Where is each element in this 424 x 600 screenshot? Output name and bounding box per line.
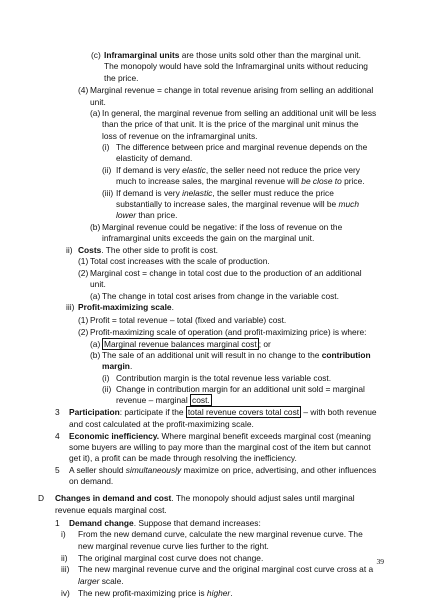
list-marker: (b) (90, 350, 101, 360)
text-span: some buyers are willing to pay more than the marginal cost of the item but cannot (69, 442, 371, 452)
text-span: substantially to increase sales, the marginal revenue will be (116, 199, 339, 209)
line-text (90, 97, 106, 107)
italic-term: be close to (301, 176, 342, 186)
list-marker: iii) (61, 564, 70, 574)
line-text (116, 210, 177, 220)
line-text (78, 588, 233, 598)
text-span: From the new demand curve, calculate the new marginal revenue curve. The (78, 529, 363, 539)
italic-term: larger (78, 576, 100, 586)
bold-term: Economic inefficiency. (69, 431, 160, 441)
text-span: Where marginal benefit exceeds marginal cost (meaning (159, 431, 371, 441)
text-span: Marginal revenue could be negative: if the loss of revenue on the (102, 222, 343, 232)
line-text (69, 518, 261, 528)
text-span: inframarginal units exceeds the gain on the marginal unit. (102, 233, 315, 243)
list-marker: (a) (90, 339, 101, 349)
line-text (69, 453, 297, 463)
text-span: If demand is very (116, 165, 183, 175)
line-text (78, 564, 373, 574)
text-span: : participate if the (119, 407, 186, 417)
line-text (104, 50, 361, 60)
text-span: . (171, 302, 174, 312)
text-span: Marginal cost = change in total cost due to the production of an additional (90, 268, 362, 278)
italic-term: lower (116, 210, 137, 220)
text-span: unit. (90, 279, 106, 289)
text-span: The difference between price and marginal revenue depends on the (116, 142, 368, 152)
text-span: . The monopoly should adjust sales until marginal (171, 493, 355, 503)
line-text (55, 493, 355, 503)
boxed-phrase: total revenue covers total cost (187, 407, 300, 417)
list-marker: D (38, 493, 45, 503)
line-text (116, 165, 360, 175)
boxed-phrase: cost. (192, 395, 210, 405)
text-span: ; or (258, 339, 271, 349)
italic-term: higher (206, 588, 231, 598)
bold-term: margin (102, 361, 130, 371)
page-number: 39 (376, 557, 384, 566)
text-span: than price. (136, 210, 178, 220)
text-span: Total cost increases with the scale of production. (90, 256, 270, 266)
bold-term: Costs (78, 245, 102, 255)
text-span: The original marginal cost curve does not change. (78, 553, 264, 563)
list-marker: iv) (61, 588, 70, 598)
line-text (69, 442, 371, 452)
italic-term: inelastic (182, 188, 213, 198)
text-span: In general, the marginal revenue from selling an additional unit will be less (102, 108, 377, 118)
line-text (104, 61, 368, 71)
line-text (90, 85, 373, 95)
text-span: . (230, 588, 233, 598)
line-text (102, 291, 339, 301)
list-marker: (c) (91, 50, 101, 60)
text-span: unit. (90, 97, 106, 107)
text-span: on demand. (69, 476, 114, 486)
text-span: Change in contribution margin for an additional unit sold = marginal (116, 384, 365, 394)
text-span: The change in total cost arises from change in the variable cost. (102, 291, 339, 301)
line-text (78, 302, 174, 312)
line-text (78, 245, 218, 255)
line-text (102, 119, 359, 129)
text-span: revenue equals marginal cost. (55, 505, 167, 515)
text-span: loss of revenue on the inframarginal units. (102, 131, 258, 141)
text-span: . (129, 361, 133, 371)
line-text (69, 465, 376, 475)
line-text (69, 419, 254, 429)
text-span: The sale of an additional unit will result in no change to the (102, 350, 322, 360)
line-text (102, 350, 371, 360)
text-span: The new profit-maximizing price is (78, 588, 207, 598)
list-marker: (ii) (102, 384, 112, 394)
text-span: and cost calculated at the profit-maximizing scale. (69, 419, 254, 429)
line-text (116, 199, 359, 209)
line-text (116, 153, 192, 163)
line-text (116, 176, 365, 186)
text-span: are those units sold other than the marginal unit. (179, 50, 361, 60)
line-text (90, 315, 286, 325)
list-marker: (a) (90, 108, 101, 118)
line-text (116, 384, 365, 394)
list-marker: 3 (55, 407, 60, 417)
text-span: much to increase sales, the marginal revenue will (116, 176, 302, 186)
list-marker: ii) (61, 553, 68, 563)
line-text (102, 361, 132, 371)
line-text (69, 476, 113, 486)
line-text (102, 108, 376, 118)
list-marker: (1) (78, 256, 89, 266)
line-text (90, 268, 362, 278)
text-span: A seller should (69, 465, 126, 475)
list-marker: 5 (55, 465, 60, 475)
line-text (90, 327, 366, 337)
text-span: . Suppose that demand increases: (133, 518, 261, 528)
line-text (90, 279, 106, 289)
text-span: If demand is very (116, 188, 183, 198)
line-text (78, 541, 269, 551)
list-marker: 1 (55, 518, 60, 528)
list-marker: (iii) (102, 188, 114, 198)
text-span: new marginal revenue curve lies further to the right. (78, 541, 269, 551)
line-text (102, 339, 271, 349)
text-span: . The other side to profit is cost. (101, 245, 218, 255)
list-marker: iii) (66, 302, 75, 312)
line-text (104, 73, 138, 83)
line-text (78, 553, 263, 563)
text-span: elasticity of demand. (116, 153, 193, 163)
bold-term: Profit-maximizing scale (78, 302, 172, 312)
list-marker: ii) (66, 245, 73, 255)
bold-term: Participation (69, 407, 120, 417)
list-marker: 4 (55, 431, 60, 441)
line-text (116, 142, 367, 152)
line-text (55, 505, 167, 515)
bold-term: contribution (321, 350, 371, 360)
italic-term: elastic (182, 165, 206, 175)
text-span: Marginal revenue = change in total revenue arising from selling an additional (90, 85, 374, 95)
italic-term: simultaneously (125, 465, 182, 475)
text-span: price. (341, 176, 365, 186)
text-span: revenue – marginal (116, 395, 191, 405)
italic-term: much (338, 199, 360, 209)
text-span: get it), a profit can be made through resolving the inefficiency. (69, 453, 297, 463)
list-marker: (4) (78, 85, 89, 95)
line-text (78, 576, 124, 586)
list-marker: (2) (78, 268, 89, 278)
list-marker: (i) (102, 142, 110, 152)
list-marker: (2) (78, 327, 89, 337)
line-text (102, 222, 342, 232)
line-text (116, 373, 331, 383)
text-span: Profit-maximizing scale of operation (and profit-maximizing price) is where: (90, 327, 367, 337)
text-span: , the seller need not reduce the price very (205, 165, 360, 175)
text-span: The new marginal revenue curve and the original marginal cost curve cross at a (78, 564, 374, 574)
list-marker: (ii) (102, 165, 112, 175)
text-span: – with both revenue (301, 407, 377, 417)
list-marker: (b) (90, 222, 101, 232)
text-span: than the price of that unit. It is the price of the marginal unit minus the (102, 119, 359, 129)
text-span: scale. (99, 576, 124, 586)
text-span: The monopoly would have sold the Inframarginal units without reducing (104, 61, 368, 71)
list-marker: (a) (90, 291, 101, 301)
line-text (102, 233, 314, 243)
line-text (116, 188, 334, 198)
line-text (102, 131, 258, 141)
line-text (69, 407, 377, 417)
text-span: Contribution margin is the total revenue less variable cost. (116, 373, 332, 383)
list-marker: i) (61, 529, 66, 539)
text-span: , the seller must reduce the price (212, 188, 334, 198)
text-span: Profit = total revenue – total (fixed and variable) cost. (90, 315, 287, 325)
line-text (90, 256, 270, 266)
text-span: maximize on price, advertising, and other influences (181, 465, 377, 475)
list-marker: (i) (102, 373, 110, 383)
boxed-phrase: Marginal revenue balances marginal cost (104, 339, 257, 349)
line-text (69, 431, 371, 441)
line-text (78, 529, 363, 539)
list-marker: (1) (78, 315, 89, 325)
bold-term: Demand change (69, 518, 134, 528)
line-text (116, 395, 212, 405)
bold-term: Inframarginal units (104, 50, 180, 60)
text-span: the price. (104, 73, 139, 83)
bold-term: Changes in demand and cost (55, 493, 172, 503)
